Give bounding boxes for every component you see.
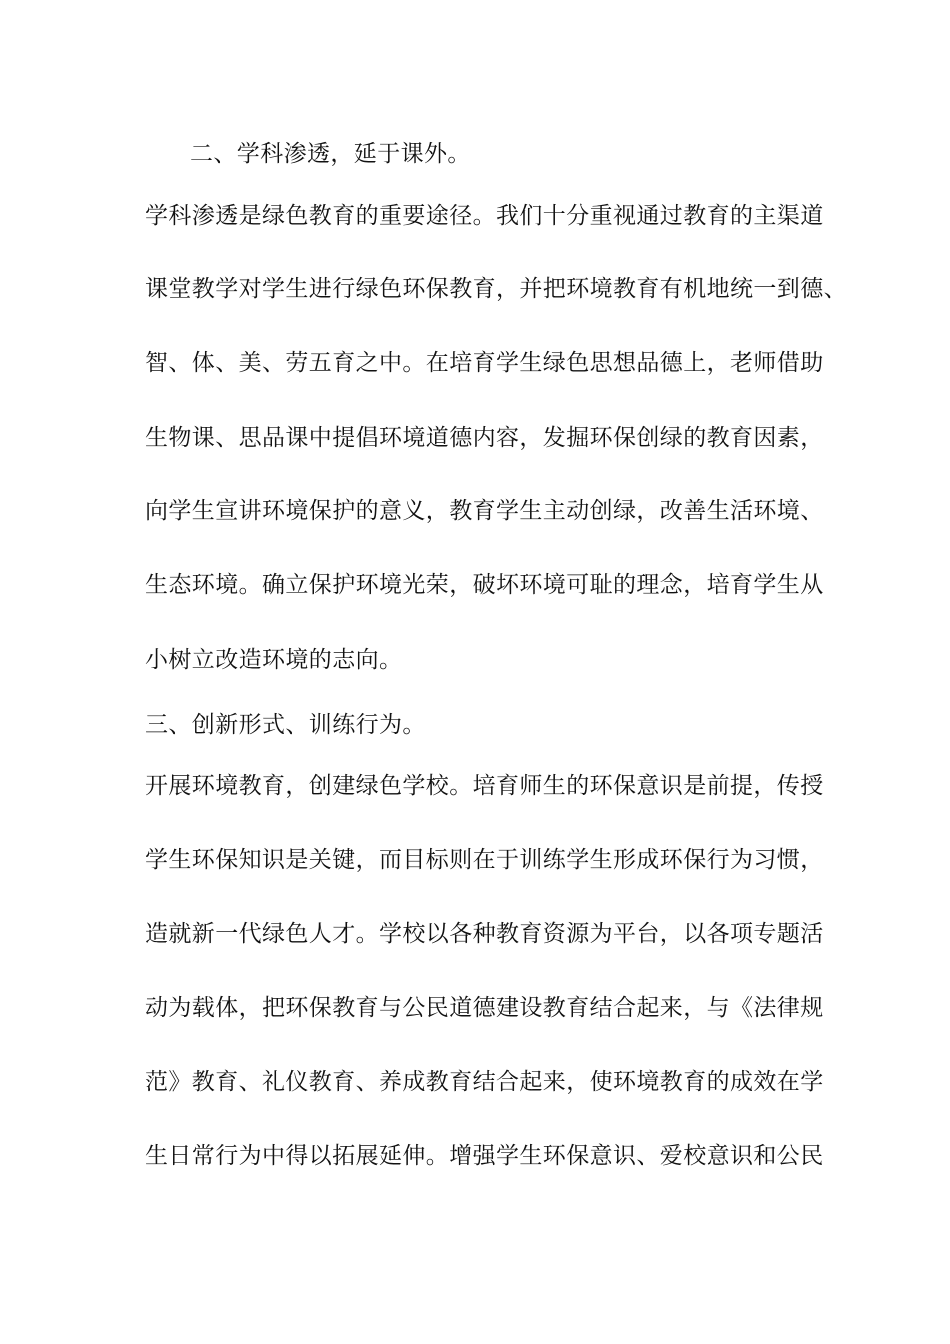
paragraph-line: 课堂教学对学生进行绿色环保教育，并把环境教育有机地统一到德、 (145, 276, 847, 302)
paragraph-line: 小树立改造环境的志向。 (145, 647, 403, 673)
paragraph-line: 智、体、美、劳五育之中。在培育学生绿色思想品德上，老师借助 (145, 350, 824, 376)
paragraph-line: 向学生宣讲环境保护的意义，教育学生主动创绿，改善生活环境、 (145, 498, 824, 524)
paragraph-line: 开展环境教育，创建绿色学校。培育师生的环保意识是前提，传授 (145, 773, 824, 799)
paragraph-line: 学科渗透是绿色教育的重要途径。我们十分重视通过教育的主渠道 (145, 203, 824, 229)
paragraph-line: 造就新一代绿色人才。学校以各种教育资源为平台，以各项专题活 (145, 921, 824, 947)
paragraph-line: 动为载体，把环保教育与公民道德建设教育结合起来，与《法律规 (145, 995, 824, 1021)
section-two-heading: 二、学科渗透，延于课外。 (190, 141, 471, 167)
paragraph-line: 学生环保知识是关键，而目标则在于训练学生形成环保行为习惯， (145, 847, 824, 873)
paragraph-line: 范》教育、礼仪教育、养成教育结合起来，使环境教育的成效在学 (145, 1069, 824, 1095)
paragraph-line: 生物课、思品课中提倡环境道德内容，发掘环保创绿的教育因素， (145, 425, 824, 451)
paragraph-line: 生态环境。确立保护环境光荣，破坏环境可耻的理念，培育学生从 (145, 572, 824, 598)
section-three-heading: 三、创新形式、训练行为。 (145, 712, 426, 738)
paragraph-line: 生日常行为中得以拓展延伸。增强学生环保意识、爱校意识和公民 (145, 1143, 824, 1169)
